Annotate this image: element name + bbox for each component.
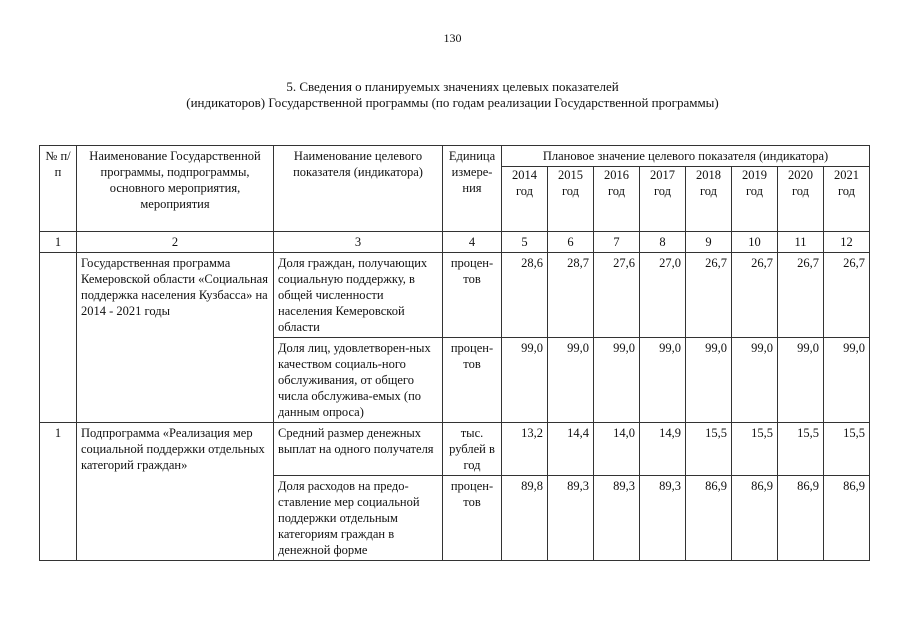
table-row — [40, 253, 870, 338]
indicator-unit: процен-тов — [443, 338, 502, 423]
row-number: 1 — [40, 423, 77, 561]
table-row — [40, 423, 870, 476]
indicator-value: 26,7 — [824, 253, 870, 338]
header-unit: Единица измере-ния — [443, 146, 502, 232]
indicator-name: Доля граждан, получающих социальную поддержку, в общей численности населения Кемеровской области — [274, 253, 443, 338]
column-number: 8 — [640, 232, 686, 253]
row-number — [40, 253, 77, 423]
indicator-value: 26,7 — [732, 253, 778, 338]
indicator-value: 86,9 — [824, 476, 870, 561]
column-numbers-row — [40, 232, 870, 253]
column-number: 3 — [274, 232, 443, 253]
indicator-value: 28,7 — [548, 253, 594, 338]
column-number: 6 — [548, 232, 594, 253]
header-num: № п/п — [40, 146, 77, 232]
indicator-value: 14,0 — [594, 423, 640, 476]
column-number: 11 — [778, 232, 824, 253]
indicator-value: 86,9 — [778, 476, 824, 561]
indicator-value: 86,9 — [686, 476, 732, 561]
indicator-value: 15,5 — [686, 423, 732, 476]
indicator-value: 99,0 — [502, 338, 548, 423]
header-plan: Плановое значение целевого показателя (индикатора) — [502, 146, 870, 167]
indicators-table — [39, 145, 870, 561]
header-year: 2020 год — [778, 167, 824, 232]
indicator-value: 27,6 — [594, 253, 640, 338]
column-number: 10 — [732, 232, 778, 253]
header-year: 2015 год — [548, 167, 594, 232]
indicator-value: 15,5 — [778, 423, 824, 476]
indicator-value: 99,0 — [640, 338, 686, 423]
header-year: 2018 год — [686, 167, 732, 232]
column-number: 9 — [686, 232, 732, 253]
indicator-name: Средний размер денежных выплат на одного получателя — [274, 423, 443, 476]
section-title-line-2: (индикаторов) Государственной программы (по годам реализации Государственной программы) — [186, 95, 719, 110]
header-year: 2017 год — [640, 167, 686, 232]
column-number: 1 — [40, 232, 77, 253]
indicator-unit: тыс. рублей в год — [443, 423, 502, 476]
indicator-value: 26,7 — [778, 253, 824, 338]
column-number: 7 — [594, 232, 640, 253]
indicator-unit: процен-тов — [443, 253, 502, 338]
header-name: Наименование Государственной программы, подпрограммы, основного мероприятия, мероприятия — [77, 146, 274, 232]
header-year: 2014 год — [502, 167, 548, 232]
indicator-value: 14,9 — [640, 423, 686, 476]
indicator-unit: процен-тов — [443, 476, 502, 561]
indicator-value: 14,4 — [548, 423, 594, 476]
indicator-value: 99,0 — [824, 338, 870, 423]
indicator-value: 28,6 — [502, 253, 548, 338]
program-name: Подпрограмма «Реализация мер социальной поддержки отдельных категорий граждан» — [77, 423, 274, 561]
header-row — [40, 146, 870, 167]
indicator-value: 15,5 — [824, 423, 870, 476]
indicator-value: 86,9 — [732, 476, 778, 561]
page-number: 130 — [443, 31, 462, 45]
program-name: Государственная программа Кемеровской области «Социальная поддержка населения Кузбасса» на 2014 - 2021 годы — [77, 253, 274, 423]
indicator-name: Доля лиц, удовлетворен-ных качеством социаль-ного обслуживания, от общего числа обслужива-емых (по данным опроса) — [274, 338, 443, 423]
header-year: 2021 год — [824, 167, 870, 232]
header-indicator: Наименование целевого показателя (индикатора) — [274, 146, 443, 232]
indicator-value: 99,0 — [732, 338, 778, 423]
indicator-value: 27,0 — [640, 253, 686, 338]
table-body — [40, 146, 870, 561]
indicator-value: 89,3 — [548, 476, 594, 561]
indicator-value: 89,8 — [502, 476, 548, 561]
indicator-value: 26,7 — [686, 253, 732, 338]
indicator-value: 99,0 — [686, 338, 732, 423]
indicator-value: 99,0 — [778, 338, 824, 423]
indicator-value: 99,0 — [594, 338, 640, 423]
header-year: 2019 год — [732, 167, 778, 232]
indicator-value: 15,5 — [732, 423, 778, 476]
column-number: 5 — [502, 232, 548, 253]
indicator-value: 89,3 — [594, 476, 640, 561]
header-year: 2016 год — [594, 167, 640, 232]
column-number: 4 — [443, 232, 502, 253]
column-number: 12 — [824, 232, 870, 253]
indicator-value: 89,3 — [640, 476, 686, 561]
column-number: 2 — [77, 232, 274, 253]
indicator-value: 99,0 — [548, 338, 594, 423]
indicator-value: 13,2 — [502, 423, 548, 476]
section-title-line-1: 5. Сведения о планируемых значениях целевых показателей — [286, 79, 619, 94]
indicator-name: Доля расходов на предо-ставление мер социальной поддержки отдельным категориям граждан в денежной форме — [274, 476, 443, 561]
section-title — [0, 79, 905, 111]
